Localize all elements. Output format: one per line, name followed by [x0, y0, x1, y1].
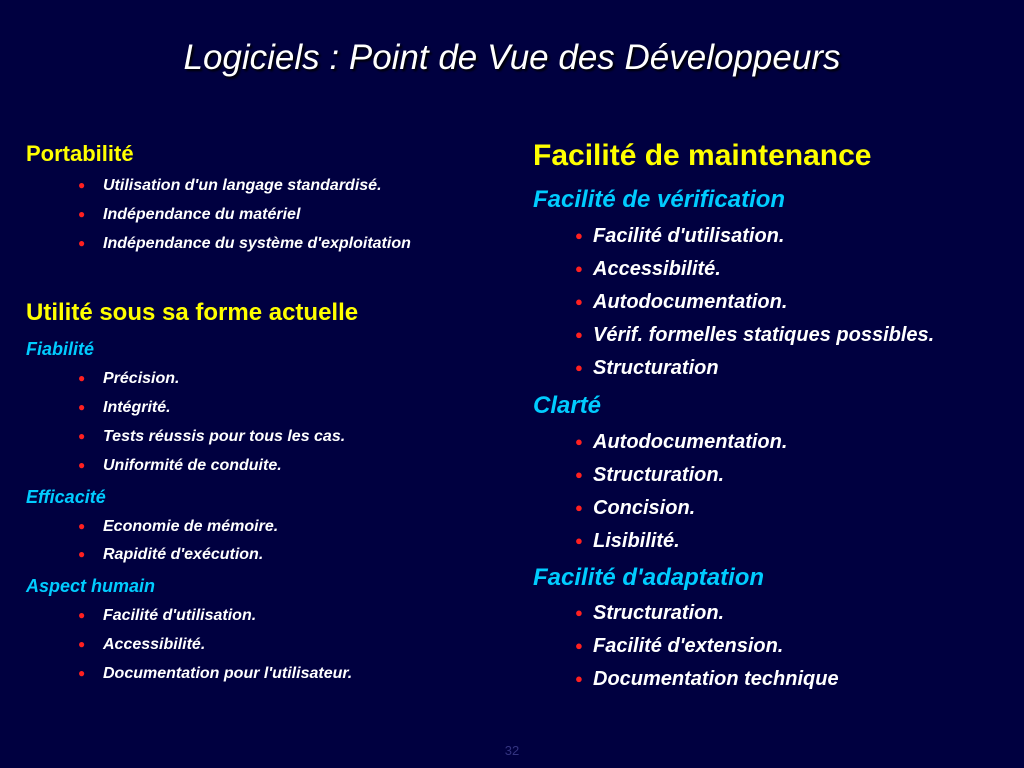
bullet-icon: ●	[575, 294, 583, 309]
bullet-icon: ●	[575, 261, 583, 276]
list-item: Documentation pour l'utilisateur.	[103, 665, 353, 682]
heading-utilite: Utilité sous sa forme actuelle	[26, 299, 359, 326]
bullet-icon: ●	[575, 467, 583, 482]
list-item: Indépendance du matériel	[103, 206, 301, 223]
bullet-icon: ●	[575, 360, 583, 375]
bullet-icon: ●	[78, 547, 86, 561]
bullet-icon: ●	[78, 637, 86, 651]
list-item: Structuration.	[593, 464, 725, 486]
list-item: Intégrité.	[103, 399, 171, 416]
heading-portabilite: Portabilité	[26, 141, 134, 166]
bullet-icon: ●	[78, 666, 86, 680]
bullet-icon: ●	[78, 458, 86, 472]
list-item: Autodocumentation.	[593, 431, 788, 453]
list-item: Lisibilité.	[593, 530, 680, 552]
bullet-icon: ●	[78, 429, 86, 443]
bullet-icon: ●	[575, 434, 583, 449]
bullet-icon: ●	[575, 605, 583, 620]
list-item: Facilité d'extension.	[593, 635, 784, 657]
page-number: 32	[504, 743, 520, 758]
bullet-icon: ●	[78, 207, 86, 221]
list-item: Accessibilité.	[103, 636, 206, 653]
list-item: Vérif. formelles statiques possibles.	[593, 324, 935, 346]
list-item: Structuration	[593, 357, 719, 379]
bullet-icon: ●	[575, 228, 583, 243]
list-item: Utilisation d'un langage standardisé.	[103, 177, 382, 194]
list-item: Autodocumentation.	[593, 291, 788, 313]
list-item: Economie de mémoire.	[103, 518, 279, 535]
bullet-icon: ●	[78, 371, 86, 385]
bullet-icon: ●	[78, 608, 86, 622]
list-item: Structuration.	[593, 602, 725, 624]
bullet-icon: ●	[575, 638, 583, 653]
list-item: Indépendance du système d'exploitation	[103, 235, 411, 252]
subheading-adaptation: Facilité d'adaptation	[533, 564, 765, 591]
list-item: Concision.	[593, 497, 696, 519]
heading-maintenance: Facilité de maintenance	[533, 139, 872, 172]
list-item: Facilité d'utilisation.	[593, 225, 785, 247]
list-item: Documentation technique	[593, 668, 839, 690]
bullet-icon: ●	[78, 519, 86, 533]
bullet-icon: ●	[575, 533, 583, 548]
list-item: Uniformité de conduite.	[103, 457, 282, 474]
bullet-icon: ●	[575, 500, 583, 515]
list-item: Accessibilité.	[593, 258, 721, 280]
list-item: Rapidité d'exécution.	[103, 546, 264, 563]
bullet-icon: ●	[78, 400, 86, 414]
bullet-icon: ●	[575, 327, 583, 342]
bullet-icon: ●	[78, 178, 86, 192]
subheading-aspect-humain: Aspect humain	[26, 576, 156, 596]
bullet-icon: ●	[575, 671, 583, 686]
subheading-verification: Facilité de vérification	[533, 186, 786, 213]
list-item: Facilité d'utilisation.	[103, 607, 257, 624]
list-item: Précision.	[103, 370, 180, 387]
subheading-efficacite: Efficacité	[26, 487, 106, 507]
slide-title: Logiciels : Point de Vue des Développeurs	[183, 38, 841, 77]
list-item: Tests réussis pour tous les cas.	[103, 428, 346, 445]
subheading-fiabilite: Fiabilité	[26, 339, 95, 359]
subheading-clarte: Clarté	[533, 392, 602, 419]
bullet-icon: ●	[78, 236, 86, 250]
